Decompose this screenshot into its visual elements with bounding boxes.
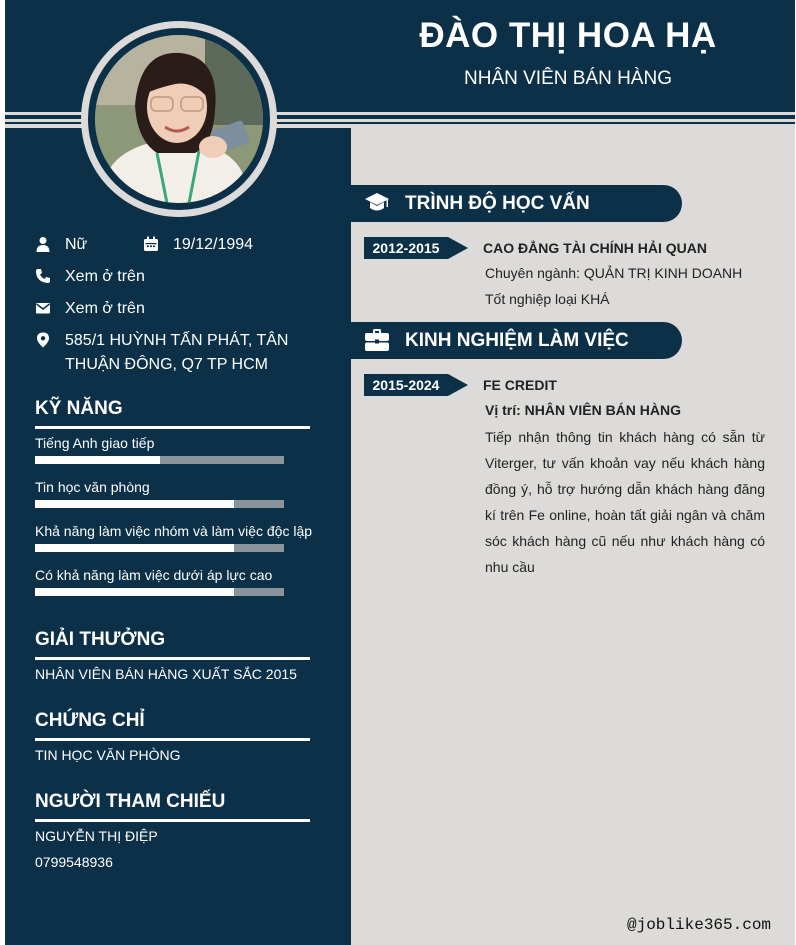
skill-bar-fill	[35, 588, 234, 596]
references-divider	[35, 819, 310, 822]
reference-name: NGUYỄN THỊ ĐIỆP	[35, 828, 158, 844]
address-line-2: THUẬN ĐÔNG, Q7 TP HCM	[65, 356, 268, 373]
cv-page	[5, 0, 795, 945]
skill-bar-fill	[35, 500, 234, 508]
skill-label: Tiếng Anh giao tiếp	[35, 435, 155, 451]
education-period: 2012-2015	[372, 240, 440, 256]
job-title: NHÂN VIÊN BÁN HÀNG	[464, 68, 672, 89]
references-heading: NGƯỜI THAM CHIẾU	[35, 791, 226, 812]
education-school: CAO ĐẲNG TÀI CHÍNH HẢI QUAN	[483, 240, 707, 256]
skills-divider	[35, 426, 310, 429]
skill-bar-fill	[35, 544, 234, 552]
skill-label: Tin học văn phòng	[35, 479, 150, 495]
email-value: Xem ở trên	[65, 300, 145, 317]
envelope-icon	[35, 300, 51, 316]
reference-phone: 0799548936	[35, 854, 113, 870]
gender-value: Nữ	[65, 236, 88, 253]
education-heading: TRÌNH ĐỘ HỌC VẤN	[405, 193, 590, 214]
skill-label: Khả năng làm việc nhóm và làm việc độc lập	[35, 523, 313, 539]
certificates-heading: CHỨNG CHỈ	[35, 710, 145, 731]
skill-bar	[35, 588, 284, 596]
user-icon	[35, 236, 51, 252]
awards-heading: GIẢI THƯỞNG	[35, 629, 166, 650]
phone-value: Xem ở trên	[65, 268, 145, 285]
certificate-item: TIN HỌC VĂN PHÒNG	[35, 747, 181, 763]
graduation-cap-icon	[364, 191, 390, 215]
birthday-value: 19/12/1994	[173, 236, 254, 253]
skill-bar	[35, 500, 284, 508]
skill-bar	[35, 544, 284, 552]
experience-position: Vị trí: NHÂN VIÊN BÁN HÀNG	[485, 402, 682, 418]
experience-company: FE CREDIT	[483, 377, 557, 393]
certificates-divider	[35, 738, 310, 741]
education-major: Chuyên ngành: QUẢN TRỊ KINH DOANH	[485, 265, 743, 281]
skills-heading: KỸ NĂNG	[35, 398, 123, 419]
candidate-name: ĐÀO THỊ HOA HẠ	[419, 16, 717, 55]
experience-banner	[351, 322, 682, 359]
skill-bar-fill	[35, 456, 160, 464]
phone-icon	[35, 268, 51, 284]
experience-period-tag	[364, 374, 468, 396]
experience-heading: KINH NGHIỆM LÀM VIỆC	[405, 330, 629, 351]
education-banner	[351, 185, 682, 222]
education-period-tag	[364, 237, 468, 259]
avatar	[95, 35, 263, 203]
award-item: NHÂN VIÊN BÁN HÀNG XUẤT SẮC 2015	[35, 666, 297, 682]
education-grade: Tốt nghiệp loại KHÁ	[485, 291, 610, 307]
watermark: @joblike365.com	[627, 916, 772, 934]
map-pin-icon	[35, 332, 51, 348]
address-line-1: 585/1 HUỲNH TẤN PHÁT, TÂN	[65, 332, 289, 349]
awards-divider	[35, 657, 310, 660]
skill-label: Có khả năng làm việc dưới áp lực cao	[35, 567, 273, 583]
experience-period: 2015-2024	[372, 377, 440, 393]
skill-bar	[35, 456, 284, 464]
calendar-icon	[143, 236, 159, 252]
briefcase-icon	[364, 328, 390, 352]
experience-description: Tiếp nhận thông tin khách hàng có sẵn từ Viterger, tư vấn khoản vay nếu khách hàng đồng ý, hỗ trợ hướng dẫn khách hàng đăng kí trên Fe online, hoàn tất giải ngân và chăm sóc khách hàng cũ nếu như khách hàng có nhu cầu	[485, 429, 765, 575]
